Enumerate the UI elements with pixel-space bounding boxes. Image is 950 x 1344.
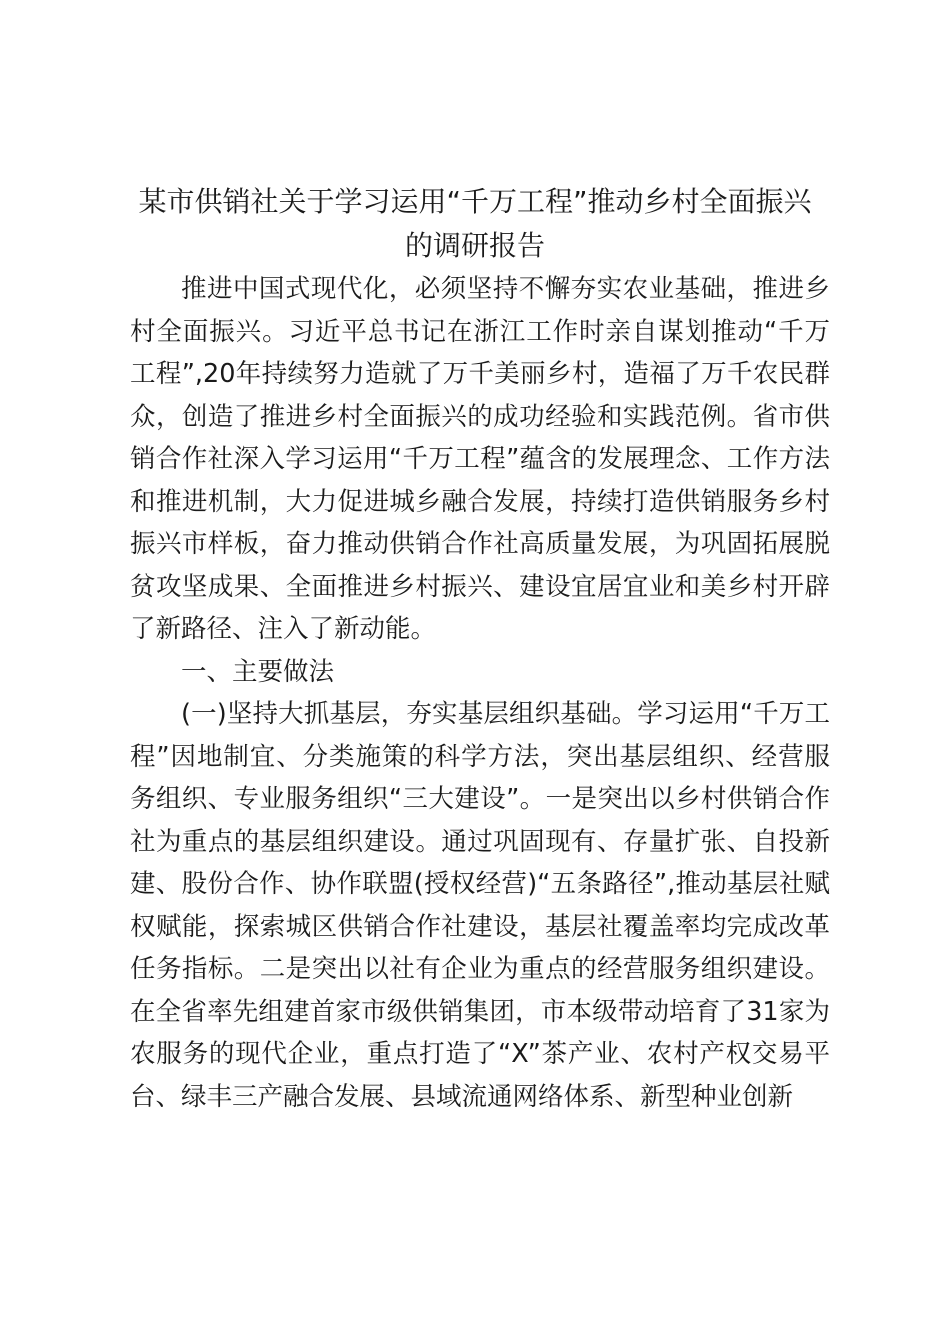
intro-paragraph: 推进中国式现代化，必须坚持不懈夯实农业基础，推进乡村全面振兴。习近平总书记在浙江工作时亲自谋划推动“千万工程”,20年持续努力造就了万千美丽乡村，造福了万千农民群众，创造了推进乡村全面振兴的成功经验和实践范例。省市供销合作社深入学习运用“千万工程”蕴含的发展理念、工作方法和推进机制，大力促进城乡融合发展，持续打造供销服务乡村振兴市样板，奋力推动供销合作社高质量发展，为巩固拓展脱贫攻坚成果、全面推进乡村振兴、建设宜居宜业和美乡村开辟了新路径、注入了新动能。 [130,274,830,644]
section-heading: 一、主要做法 [181,656,335,687]
document-title-line-2: 的调研报告 [404,229,545,262]
body-paragraph: (一)坚持大抓基层，夯实基层组织基础。学习运用“千万工程”因地制宜、分类施策的科学方法，突出基层组织、经营服务组织、专业服务组织“三大建设”。一是突出以乡村供销合作社为重点的基层组织建设。通过巩固现有、存量扩张、自投新建、股份合作、协作联盟(授权经营)“五条路径”,推动基层社赋权赋能，探索城区供销合作社建设，基层社覆盖率均完成改革任务指标。二是突出以社有企业为重点的经营服务组织建设。在全省率先组建首家市级供销集团，市本级带动培育了31家为农服务的现代企业，重点打造了“X”茶产业、农村产权交易平台、绿丰三产融合发展、县域流通网络体系、新型种业创新 [130,699,830,1112]
document-title-line-1: 某市供销社关于学习运用“千万工程”推动乡村全面振兴 [138,185,812,218]
document-body [130,268,830,1118]
